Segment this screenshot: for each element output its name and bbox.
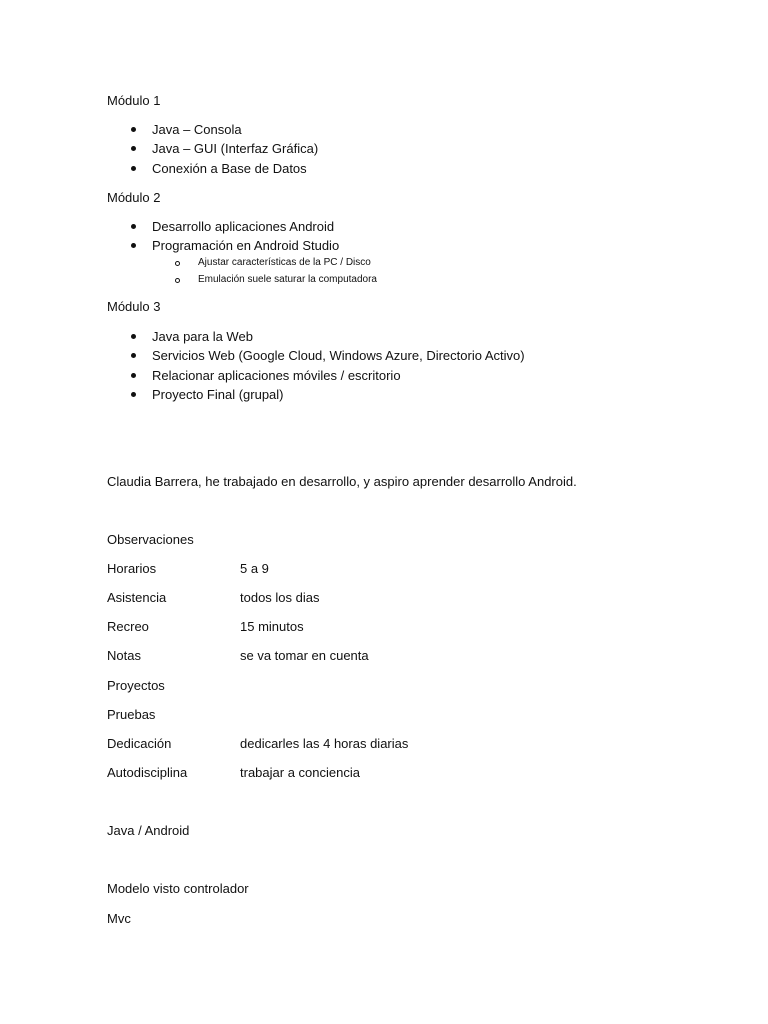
list-item: Desarrollo aplicaciones Android [107,217,339,236]
sub-list-item: Emulación suele saturar la computadora [175,272,377,289]
list-item: Java – GUI (Interfaz Gráfica) [107,139,318,158]
bullet-icon [131,127,136,132]
module-2-list [107,217,339,256]
bullet-icon [131,334,136,339]
mvc-long-note: Modelo visto controlador [107,881,249,896]
bullet-icon [131,373,136,378]
observation-label: Autodisciplina [107,765,188,780]
observation-value: 15 minutos [240,619,304,634]
list-item: Java – Consola [107,120,318,139]
module-3-list [107,327,525,404]
list-item: Conexión a Base de Datos [107,159,318,178]
intro-paragraph: Claudia Barrera, he trabajado en desarrollo, y aspiro aprender desarrollo Android. [107,474,577,489]
list-item: Programación en Android Studio [107,236,339,255]
observation-label: Pruebas [107,707,156,722]
bullet-icon [131,353,136,358]
observation-value: trabajar a conciencia [240,765,360,780]
observation-value: 5 a 9 [240,561,269,576]
observation-label: Horarios [107,561,157,576]
list-item: Java para la Web [107,327,525,346]
observation-label: Dedicación [107,736,172,751]
bullet-icon [131,392,136,397]
bullet-icon [131,146,136,151]
observations-heading: Observaciones [107,532,194,547]
observation-value: todos los dias [240,590,320,605]
observation-label: Notas [107,648,141,663]
circle-bullet-icon [175,261,180,266]
bullet-icon [131,224,136,229]
observation-value: dedicarles las 4 horas diarias [240,736,409,751]
mvc-short-note: Mvc [107,911,131,926]
list-item: Relacionar aplicaciones móviles / escritorio [107,366,525,385]
observation-label: Recreo [107,619,149,634]
list-item: Proyecto Final (grupal) [107,385,525,404]
module-2-heading: Módulo 2 [107,190,161,205]
bullet-icon [131,166,136,171]
java-android-note: Java / Android [107,823,190,838]
module-1-list [107,120,318,178]
circle-bullet-icon [175,278,180,283]
bullet-icon [131,243,136,248]
observation-label: Proyectos [107,678,165,693]
list-item: Servicios Web (Google Cloud, Windows Azure, Directorio Activo) [107,346,525,365]
sub-list-item: Ajustar características de la PC / Disco [175,255,377,272]
observation-value: se va tomar en cuenta [240,648,369,663]
module-2-sublist [175,255,377,288]
module-3-heading: Módulo 3 [107,299,161,314]
observation-label: Asistencia [107,590,167,605]
module-1-heading: Módulo 1 [107,93,161,108]
